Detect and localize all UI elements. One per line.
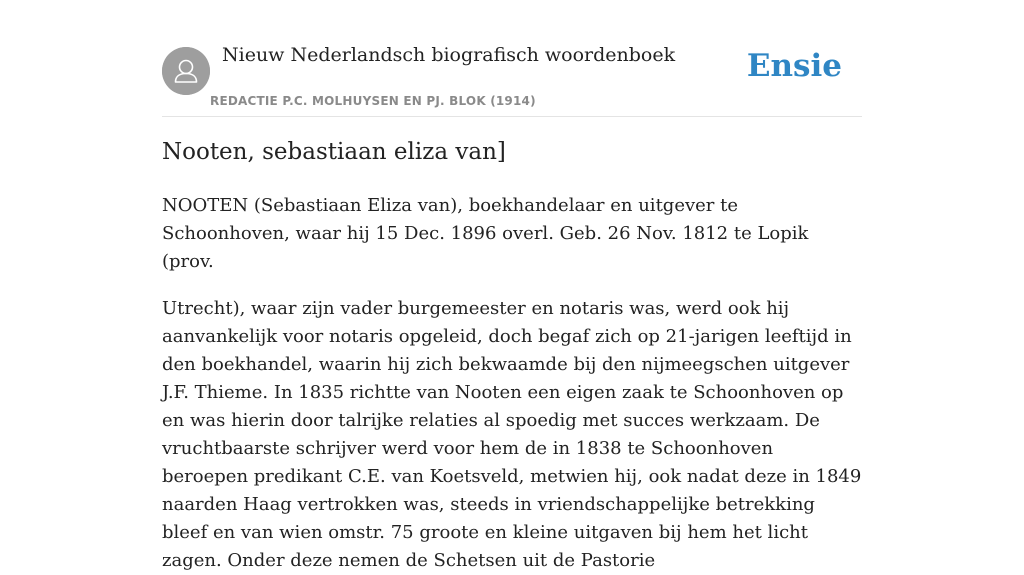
- entry-title: Nooten, sebastiaan eliza van]: [162, 139, 506, 165]
- source-subtitle: REDACTIE P.C. MOLHUYSEN EN PJ. BLOK (1914): [210, 94, 536, 108]
- entry-paragraph: NOOTEN (Sebastiaan Eliza van), boekhandelaar en uitgever te Schoonhoven, waar hij 15 Dec. 1896 overl. Geb. 26 Nov. 1812 te Lopik (prov.: [162, 195, 809, 272]
- entry-body: [162, 192, 862, 575]
- user-silhouette-icon[interactable]: [162, 47, 210, 95]
- entry-paragraph: Utrecht), waar zijn vader burgemeester en notaris was, werd ook hij aanvankelijk voor notaris opgeleid, doch begaf zich op 21-jarigen leeftijd in den boekhandel, waarin hij zich bekwaamde bij den nijmeegschen uitgever J.F. Thieme. In 1835 richtte van Nooten een eigen zaak te Schoonhoven op en was hierin door talrijke relaties al spoedig met succes werkzaam. De vruchtbaarste schrijver werd voor hem de in 1838 te Schoonhoven beroepen predikant C.E. van Koetsveld, metwien hij, ook nadat deze in 1849 naarden Haag vertrokken was, steeds in vriendschappelijke betrekking bleef en van wien omstr. 75 groote en kleine uitgaven bij hem het licht zagen. Onder deze nemen de Schetsen uit de Pastorie: [162, 298, 862, 571]
- source-header: [162, 0, 862, 117]
- source-title[interactable]: Nieuw Nederlandsch biografisch woordenboek: [222, 44, 676, 66]
- brand-logo[interactable]: Ensie: [746, 48, 842, 84]
